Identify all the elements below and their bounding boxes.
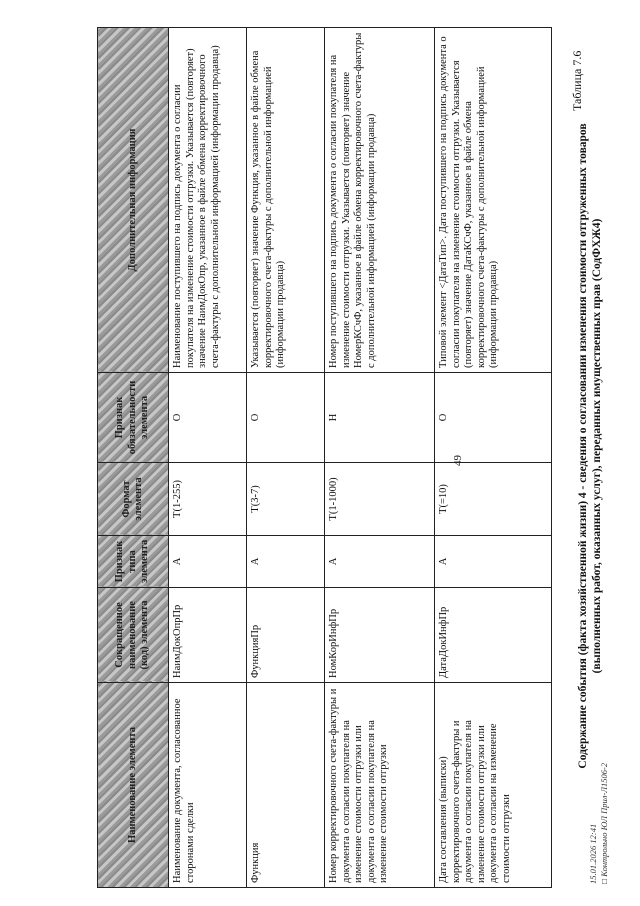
cell-required: О <box>169 373 247 463</box>
cell-code: НаимДокОпрПр <box>169 588 247 683</box>
cell-info: Наименование поступившего на подпись документа о согласии покупателя на изменение стоимости отгрузки. Указывается (повторяет) значение НаимДокОпр, указанное в файле обмена корректировочного счета-фактуры с дополнительной информацией (информации продавца) <box>169 28 247 373</box>
footer-source: □ Контрольно ЮЛ Прил-Л1506-2 <box>599 762 609 884</box>
header-code: Сокращенное наименование (код) элемента <box>98 588 169 683</box>
footer-note <box>588 763 610 884</box>
footer-timestamp: 15.01.2026 12:41 <box>588 823 598 884</box>
header-info: Дополнительная информация <box>98 28 169 373</box>
table-header-row <box>98 28 169 888</box>
cell-type: А <box>247 536 325 588</box>
table-row <box>247 28 325 888</box>
cell-required: О <box>247 373 325 463</box>
cell-info: Указывается (повторяет) значение Функция, указанное в файле обмена корректировочного счета-фактуры с дополнительной информацией (информации продавца) <box>247 28 325 373</box>
cell-format: T(3-7) <box>247 463 325 536</box>
table-heading <box>576 96 604 796</box>
header-required: Признак обязательности элемента <box>98 373 169 463</box>
cell-code: НомКорИнфПр <box>325 588 435 683</box>
heading-line-2: (выполненных работ, оказанных услуг), переданных имущественных прав (СодФХЖ4) <box>591 218 603 674</box>
cell-name: Номер корректировочного счета-фактуры и документа о согласии покупателя на изменение стоимости отгрузки или документа о согласии покупателя на изменение стоимости отгрузки <box>325 683 435 888</box>
cell-type: А <box>325 536 435 588</box>
cell-type: А <box>435 536 552 588</box>
table-label: Таблица 7.6 <box>570 50 584 111</box>
cell-name: Дата составления (выписки) корректировочного счета-фактуры и документа о согласии покупателя на изменение стоимости отгрузки или документа о согласии на изменение стоимости отгрузки <box>435 683 552 888</box>
header-format: Формат элемента <box>98 463 169 536</box>
cell-required: О <box>435 373 552 463</box>
table-row <box>169 28 247 888</box>
header-type: Признак типа элемента <box>98 536 169 588</box>
cell-code: ФункцияПр <box>247 588 325 683</box>
header-name: Наименование элемента <box>98 683 169 888</box>
cell-info: Номер поступившего на подпись документа о согласии покупателя на изменение стоимости отгрузки. Указывается (повторяет) значение НомерКСчФ, указанное в файле обмена корректировочного счета-фактуры с дополнительной информацией (информации продавца) <box>325 28 435 373</box>
cell-code: ДатаДокИнфПр <box>435 588 552 683</box>
cell-format: T(1-255) <box>169 463 247 536</box>
cell-format: T(=10) <box>435 463 552 536</box>
table-row <box>325 28 435 888</box>
heading-line-1: Содержание события (факта хозяйственной жизни) 4 - сведения о согласовании изменения стоимости отгруженных товаров <box>577 123 589 769</box>
cell-name: Наименование документа, согласованное сторонами сделки <box>169 683 247 888</box>
cell-name: Функция <box>247 683 325 888</box>
cell-format: T(1-1000) <box>325 463 435 536</box>
cell-type: А <box>169 536 247 588</box>
page-number: 49 <box>452 455 464 466</box>
elements-table <box>97 27 552 888</box>
table-row <box>435 28 552 888</box>
cell-required: Н <box>325 373 435 463</box>
cell-info: Типовой элемент <ДатаТип>. Дата поступившего на подпись документа о согласии покупателя на изменение стоимости отгрузки. Указывается (повторяет) значение ДатаКСчФ, указанное в файле обмена корректировочного счета-фактуры с дополнительной информацией (информации продавца) <box>435 28 552 373</box>
